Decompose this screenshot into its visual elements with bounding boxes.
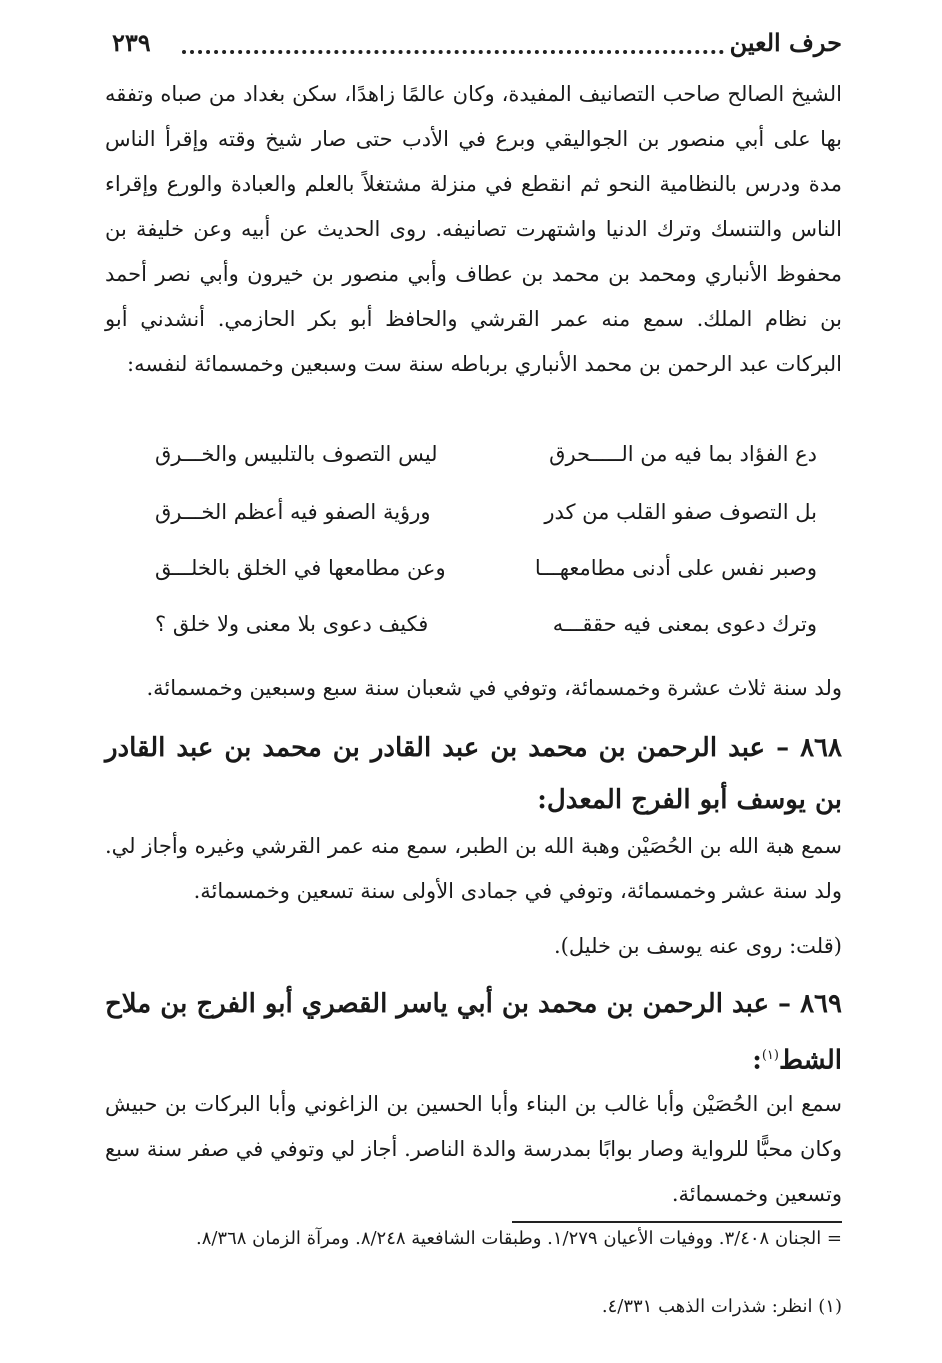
verse-4-first-hemistich: وترك دعوى بمعنى فيه حققـــه <box>552 612 817 636</box>
page-number: ٢٣٩ <box>112 28 151 57</box>
leader-dots <box>182 50 724 54</box>
poem-verse-2 <box>155 500 817 545</box>
entry-868-body: سمع هبة الله بن الحُصَيْن وهبة الله بن الطبر، سمع منه عمر القرشي وغيره وأجاز لي. ولد سنة عشر وخمسمائة، وتوفي في جمادى الأولى سنة تسعين وخمسمائة. <box>105 834 842 903</box>
birth-death-paragraph: ولد سنة ثلاث عشرة وخمسمائة، وتوفي في شعبان سنة سبع وسبعين وخمسمائة. <box>146 676 842 700</box>
verse-3-first-hemistich: وصبر نفس على أدنى مطامعهـــا <box>534 556 817 580</box>
verse-1-first-hemistich: دع الفؤاد بما فيه من الـــــحرق <box>549 442 817 466</box>
verse-2-first-hemistich: بل التصوف صفو القلب من كدر <box>544 500 817 524</box>
poem-verse-3 <box>155 556 817 601</box>
poem-verse-1 <box>155 442 817 487</box>
entry-868-note: (قلت: روى عنه يوسف بن خليل). <box>553 934 842 958</box>
entry-869-body: سمع ابن الحُصَيْن وأبا غالب بن البناء وأبا الحسين بن الزاغوني وأبا البركات بن حبيش وكان محبًّا للرواية وصار بوابًا بمدرسة والدة الناصر. أجاز لي وتوفي في صفر سنة سبع وتسعين وخمسمائة. <box>105 1092 842 1206</box>
section-title: حرف العين <box>729 28 842 57</box>
footnote-continued: = الجنان ٣/٤٠٨. ووفيات الأعيان ١/٢٧٩. وطبقات الشافعية ٨/٢٤٨. ومرآة الزمان ٨/٣٦٨. <box>195 1228 842 1249</box>
entry-869-heading-text: ٨٦٩ – عبد الرحمن بن محمد بن أبي ياسر القصري أبو الفرج بن ملاح الشط <box>105 989 842 1076</box>
entry-869-heading <box>105 978 842 1087</box>
verse-2-second-hemistich: ورؤية الصفو فيه أعظم الخـــرق <box>155 500 431 524</box>
verse-4-second-hemistich: فكيف دعوى بلا معنى ولا خلق ؟ <box>155 612 429 636</box>
footnote-1: (١) انظر: شذرات الذهب ٤/٣٣١. <box>601 1296 842 1317</box>
entry-868-heading: ٨٦٨ – عبد الرحمن بن محمد بن عبد القادر بن محمد بن عبد القادر بن يوسف أبو الفرج المعدل: <box>105 733 842 815</box>
entry-869-heading-colon: : <box>752 1045 762 1076</box>
running-header <box>112 28 842 68</box>
verse-3-second-hemistich: وعن مطامعها في الخلق بالخلـــق <box>155 556 446 580</box>
biography-paragraph: الشيخ الصالح صاحب التصانيف المفيدة، وكان عالمًا زاهدًا، سكن بغداد من صباه وتفقه بها على أبي منصور بن الجواليقي وبرع في الأدب حتى صار شيخ وقته وإقرأ الناس مدة ودرس بالنظامية النحو ثم انقطع في منزلة مشتغلاً بالعلم والعبادة والورع وإقراء الناس والتنسك وترك الدنيا واشتهرت تصانيفه. روى الحديث عن أبيه وعن خليفة بن محفوظ الأنباري ومحمد بن محمد بن عطاف وأبي منصور بن خيرون وأبي نصر أحمد بن نظام الملك. سمع منه عمر القرشي والحافظ أبو بكر الحازمي. أنشدني أبو البركات عبد الرحمن بن محمد الأنباري برباطه سنة ست وسبعين وخمسمائة لنفسه: <box>105 82 842 376</box>
poem-verse-4 <box>155 612 817 657</box>
footnote-marker: (١) <box>761 1048 779 1063</box>
verse-1-second-hemistich: ليس التصوف بالتلبيس والخـــرق <box>155 442 438 466</box>
